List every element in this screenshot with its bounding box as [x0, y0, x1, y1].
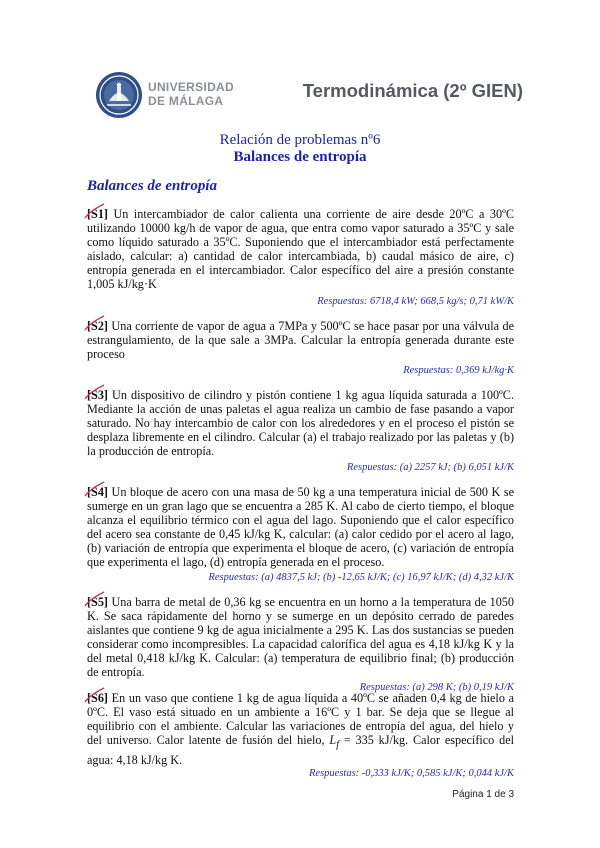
problem-s5 [87, 595, 514, 695]
problem-answer: Respuestas: (a) 4837,5 kJ; (b) -12,65 kJ/K; (c) 16,97 kJ/K; (d) 4,32 kJ/K [208, 571, 514, 583]
page-header [0, 0, 600, 125]
problem-id-text: [S6] [87, 691, 108, 705]
problem-id-text: [S3] [87, 388, 108, 402]
problem-id [87, 319, 108, 333]
section-title: Balances de entropía [87, 178, 217, 194]
problem-answer: Respuestas: -0,333 kJ/K; 0,585 kJ/K; 0,044 kJ/K [309, 767, 514, 779]
course-title: Termodinámica (2º GIEN) [302, 80, 523, 101]
problem-text: Una corriente de vapor de agua a 7MPa y 500ºC se hace pasar por una válvula de estrangulamiento, de la que sale a 3MPa. Calcular la entropía generada durante este proceso [87, 319, 514, 362]
problem-text: Un intercambiador de calor calienta una corriente de aire desde 20ºC a 30ºC utilizando 10000 kg/h de vapor de agua, que entra como vapor saturado a 35ºC y sale como líquido saturado a 35ºC. Suponiendo que el intercambiador está perfectamente aislado, calcular: a) cantidad de calor intercambiada, b) caudal másico de aire, c) entropía generada en el intercambiador. Calor específico del aire a presión constante 1,005 kJ/kg·K [87, 207, 514, 292]
university-name [148, 80, 234, 108]
problem-answer: Respuestas: 0,369 kJ/kg·K [403, 365, 514, 377]
problem-text: Una barra de metal de 0,36 kg se encuentra en un horno a la temperatura de 1050 K. Se saca rápidamente del horno y se sumerge en un depósito cerrado de paredes aislantes que contiene 9 kg de agua inicialmente a 295 K. Las dos sustancias se pueden considerar como incompresibles. La capacidad calorífica del agua es 4,18 kJ/kg K y la del metal 0,418 kJ/kg K. Calcular: (a) temperatura de equilibrio final; (b) producción de entropía. [87, 595, 514, 680]
relation-subtitle: Balances de entropía [233, 149, 367, 165]
problem-answer: Respuestas: 6718,4 kW; 668,5 kg/s; 0,71 kW/K [317, 295, 514, 307]
problem-answer: Respuestas: (a) 2257 kJ; (b) 6,051 kJ/K [346, 462, 514, 474]
problem-id [87, 691, 108, 705]
problem-text: Un dispositivo de cilindro y pistón contiene 1 kg agua líquida saturada a 100ºC. Mediante la acción de unas paletas el agua realiza un cambio de fase pasando a vapor saturado. No hay intercambio de calor con los alrededores y en el proceso el pistón se desplaza libremente en el cilindro. Calcular (a) el trabajo realizado por las paletas y (b) la producción de entropía. [87, 388, 514, 459]
problem-id [87, 485, 108, 499]
problem-id [87, 207, 108, 221]
problem-id [87, 388, 108, 402]
problem-id-text: [S5] [87, 595, 108, 609]
relation-title: Relación de problemas nº6 [219, 132, 381, 148]
problem-text-part1: En un vaso que contiene 1 kg de agua líquida a 40ºC se añaden 0,4 kg de hielo a 0ºC. El vaso está situado en un ambiente a 16ºC y 1 bar. Se deja que se llegue al equilibrio con el ambiente. Calcular las variaciones de entropía del agua, del hielo y del universo. Calor latente de fusión del hielo, [87, 691, 514, 748]
problem-answer: Respuestas: (a) 298 K; (b) 0,19 kJ/K [359, 681, 514, 693]
problem-text: Un bloque de acero con una masa de 50 kg a una temperatura inicial de 500 K se sumerge en un gran lago que se encuentra a 285 K. Al cabo de cierto tiempo, el bloque alcanza el equilibrio térmico con el agua del lago. Suponiendo que el calor específico del acero sea constante de 0,45 kJ/kg K, calcular: (a) calor cedido por el acero al lago, (b) variación de entropía que experimenta el bloque de acero, (c) variación de entropía que experimenta el lago, (d) entropía generada en el proceso. [87, 485, 514, 570]
problem-s4 [87, 485, 514, 585]
problem-id-text: [S1] [87, 207, 108, 221]
problem-id-text: [S2] [87, 319, 108, 333]
problem-id [87, 595, 108, 609]
university-seal-icon [95, 71, 143, 119]
university-name-line2: DE MÁLAGA [148, 94, 224, 108]
problem-text-part2: = 335 kJ/kg. Calor específico del agua: 4,18 kJ/kg K. [87, 733, 514, 767]
problem-s1 [87, 207, 514, 309]
problem-s2 [87, 319, 514, 378]
problem-s6 [87, 691, 514, 781]
problem-id-text: [S4] [87, 485, 108, 499]
latent-heat-symbol [329, 733, 340, 751]
latent-heat-symbol-subscript: f [336, 739, 340, 751]
problem-s3 [87, 388, 514, 476]
page-number: Página 1 de 3 [452, 789, 514, 800]
latent-heat-symbol-base: L [329, 733, 337, 748]
university-name-line1: UNIVERSIDAD [148, 80, 234, 94]
